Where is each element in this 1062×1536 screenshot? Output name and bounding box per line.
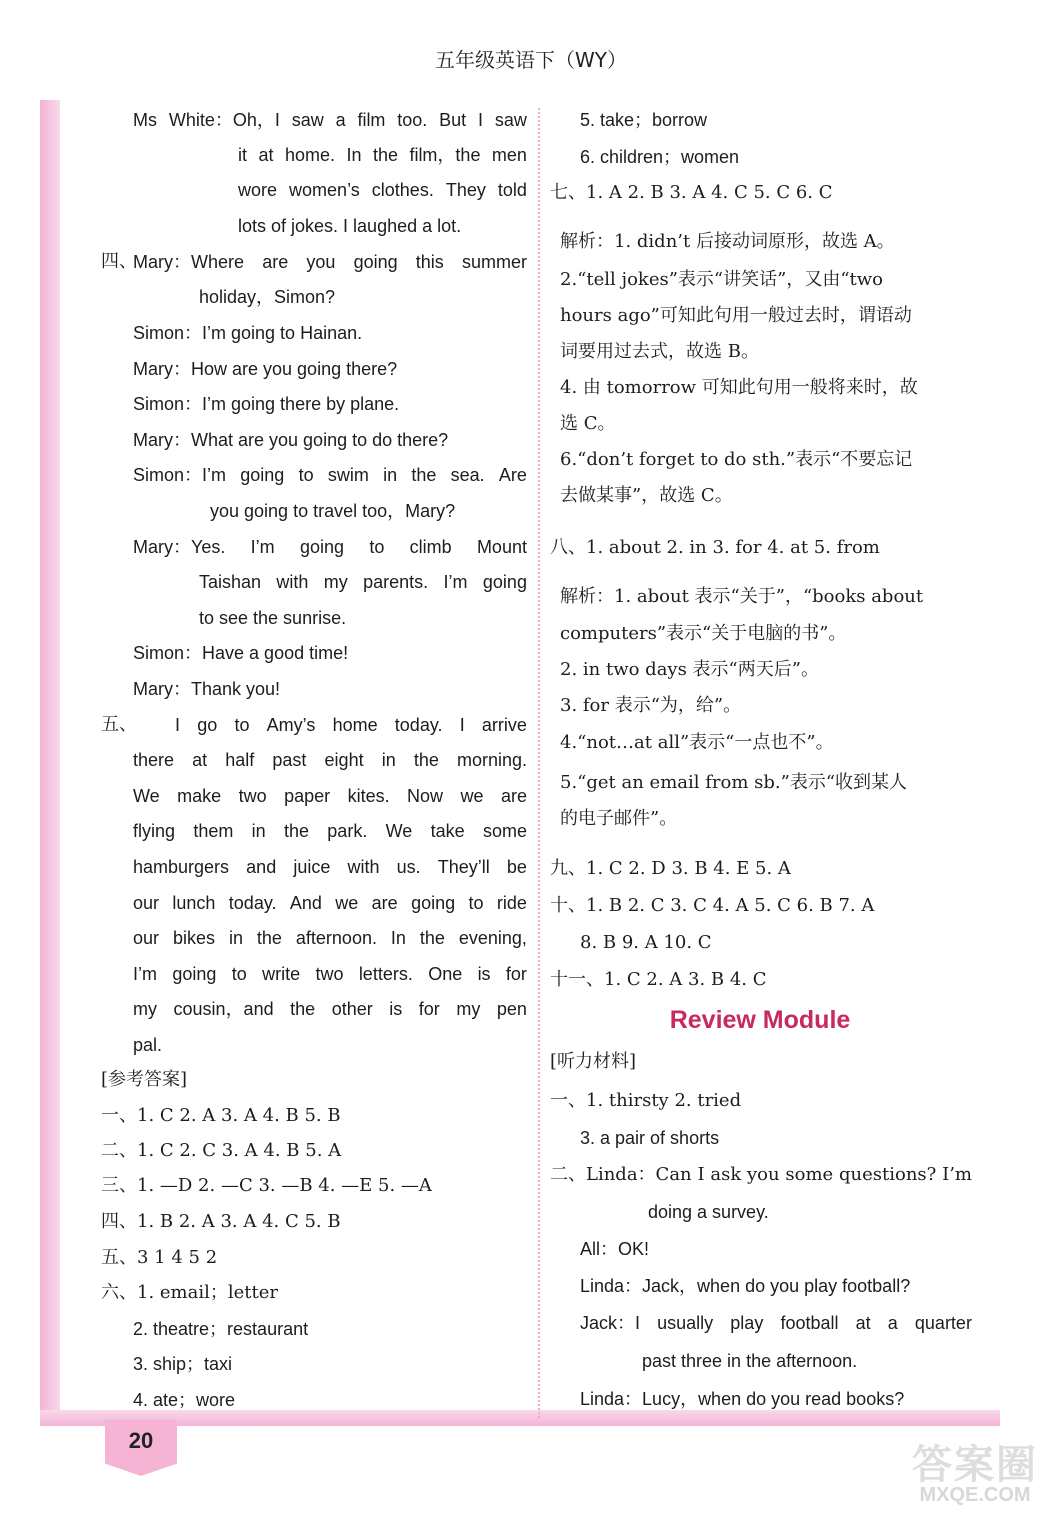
answer-line: 8. B 9. A 10. C	[580, 932, 712, 953]
bottom-margin-stripe	[40, 1410, 1000, 1426]
review-module-title: Review Module	[669, 1006, 851, 1034]
listening-line: past three in the afternoon.	[642, 1351, 858, 1371]
dialogue-line: Simon：Have a good time!	[133, 643, 349, 663]
analysis-line: 解析：1. didn’t 后接动词原形，故选 A。	[560, 231, 895, 252]
answer-line: 五、3 1 4 5 2	[101, 1247, 218, 1268]
dialogue-line: Simon：I’m going there by plane.	[133, 394, 400, 414]
answer-line: 二、1. C 2. C 3. A 4. B 5. A	[101, 1140, 342, 1161]
answers-heading: [参考答案]	[101, 1069, 188, 1090]
page-number: 20	[128, 1428, 154, 1453]
passage-line: flying them in the park. We take some	[133, 821, 527, 841]
dialogue-line: Simon：I’m going to swim in the sea. Are	[133, 465, 527, 485]
dialogue-line: Mary：What are you going to do there?	[133, 430, 449, 450]
analysis-line: 5.“get an email from sb.”表示“收到某人	[560, 772, 908, 793]
analysis-line: 2. in two days 表示“两天后”。	[560, 659, 819, 680]
answer-line: 5. take；borrow	[580, 110, 708, 130]
analysis-line: 选 C。	[560, 413, 616, 434]
dialogue-line: wore women’s clothes. They told	[238, 180, 527, 200]
passage-line: my cousin，and the other is for my pen	[133, 999, 527, 1019]
answer-line: 4. ate；wore	[133, 1390, 236, 1410]
passage-line: hamburgers and juice with us. They’ll be	[133, 857, 527, 877]
passage-line: pal.	[133, 1035, 163, 1055]
listening-line: 二、Linda：Can I ask you some questions? I’m	[550, 1164, 972, 1185]
dialogue-line: lots of jokes. I laughed a lot.	[238, 216, 462, 236]
analysis-line: 3. for 表示“为，给”。	[560, 695, 742, 716]
left-margin-stripe	[40, 100, 60, 1425]
dialogue-line: Mary：How are you going there?	[133, 359, 398, 379]
dialogue-line: Ms White：Oh，I saw a film too. But I saw	[133, 110, 527, 130]
dialogue-line: it at home. In the film，the men	[238, 145, 527, 165]
dialogue-line: Mary：Where are you going this summer	[133, 252, 527, 272]
analysis-line: 2.“tell jokes”表示“讲笑话”，又由“two	[560, 269, 883, 290]
listening-line: doing a survey.	[648, 1202, 769, 1222]
passage-line: our lunch today. And we are going to ride	[133, 893, 527, 913]
passage-line: there at half past eight in the morning.	[133, 750, 527, 770]
analysis-line: 6.“don’t forget to do sth.”表示“不要忘记	[560, 449, 913, 470]
listening-line: Jack：I usually play football at a quarter	[580, 1313, 972, 1333]
analysis-line: hours ago”可知此句用一般过去时，谓语动	[560, 305, 912, 326]
dialogue-line: Mary：Yes. I’m going to climb Mount	[133, 537, 527, 557]
passage-line: I’m going to write two letters. One is for	[133, 964, 527, 984]
answer-line: 2. theatre；restaurant	[133, 1319, 309, 1339]
analysis-line: 4. 由 tomorrow 可知此句用一般将来时，故	[560, 377, 918, 398]
column-divider	[538, 108, 540, 1418]
analysis-line: 解析：1. about 表示“关于”，“books about	[560, 586, 924, 607]
analysis-line: 去做某事”，故选 C。	[560, 485, 733, 506]
dialogue-line: to see the sunrise.	[199, 608, 347, 628]
site-watermark	[900, 1443, 1050, 1530]
answer-line: 八、1. about 2. in 3. for 4. at 5. from	[550, 537, 880, 558]
listening-line: 3. a pair of shorts	[580, 1128, 720, 1148]
analysis-line: 的电子邮件”。	[560, 808, 678, 829]
answer-line: 三、1. —D 2. —C 3. —B 4. —E 5. —A	[101, 1175, 432, 1196]
section-five-marker: 五、	[101, 714, 137, 735]
answer-line: 十、1. B 2. C 3. C 4. A 5. C 6. B 7. A	[550, 895, 875, 916]
answer-line: 十一、1. C 2. A 3. B 4. C	[550, 969, 767, 990]
answer-line: 3. ship；taxi	[133, 1354, 233, 1374]
analysis-line: 4.“not…at all”表示“一点也不”。	[560, 732, 834, 753]
dialogue-line: Simon：I’m going to Hainan.	[133, 323, 363, 343]
analysis-line: computers”表示“关于电脑的书”。	[560, 623, 847, 644]
passage-line: We make two paper kites. Now we are	[133, 786, 527, 806]
watermark-domain: MXQE.COM	[919, 1484, 1031, 1506]
listening-line: 一、1. thirsty 2. tried	[550, 1090, 742, 1111]
answer-line: 四、1. B 2. A 3. A 4. C 5. B	[101, 1211, 341, 1232]
answer-line: 九、1. C 2. D 3. B 4. E 5. A	[550, 858, 791, 879]
answer-line: 一、1. C 2. A 3. A 4. B 5. B	[101, 1105, 341, 1126]
analysis-line: 词要用过去式，故选 B。	[560, 341, 759, 362]
dialogue-line: holiday，Simon?	[199, 287, 336, 307]
page-header-title: 五年级英语下（WY）	[435, 48, 627, 72]
passage-line: I go to Amy’s home today. I arrive	[175, 715, 527, 735]
dialogue-line: Mary：Thank you!	[133, 679, 281, 699]
dialogue-line: Taishan with my parents. I’m going	[199, 572, 527, 592]
listening-line: Linda：Jack，when do you play football?	[580, 1276, 911, 1296]
listening-heading: [听力材料]	[550, 1051, 637, 1072]
listening-line: Linda：Lucy，when do you read books?	[580, 1389, 905, 1409]
answer-line: 6. children；women	[580, 147, 740, 167]
answer-line: 七、1. A 2. B 3. A 4. C 5. C 6. C	[550, 182, 833, 203]
passage-line: our bikes in the afternoon. In the evening,	[133, 928, 527, 948]
dialogue-line: you going to travel too，Mary?	[210, 501, 456, 521]
answer-line: 六、1. email；letter	[101, 1282, 278, 1303]
listening-line: All：OK!	[580, 1239, 650, 1259]
watermark-logo-text: 答案圈	[912, 1443, 1038, 1487]
section-four-marker: 四、	[101, 251, 137, 272]
